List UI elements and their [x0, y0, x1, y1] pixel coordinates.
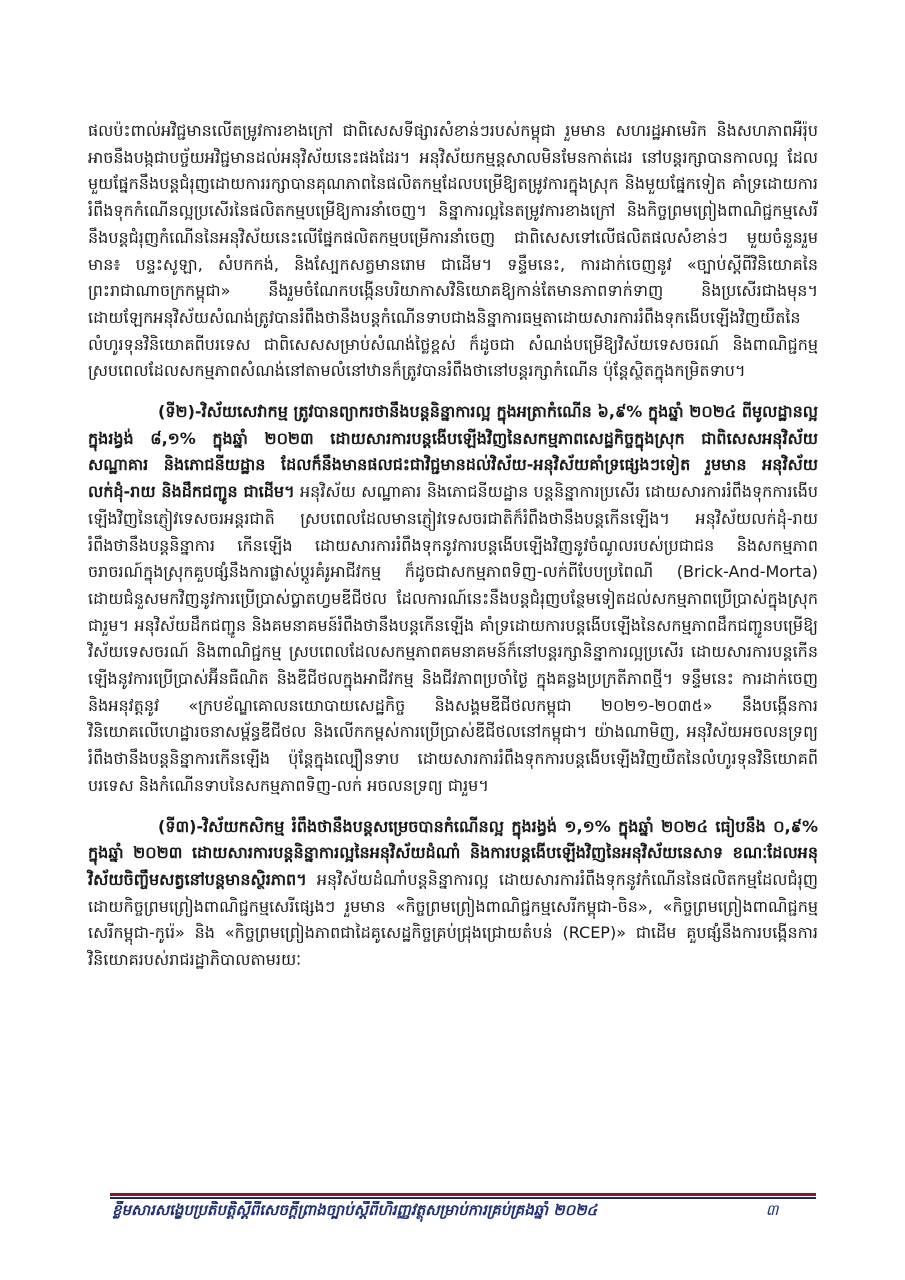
page-number: ៣: [765, 1201, 779, 1219]
paragraph-2-lead: (ទី២)-វិស័យសេវាកម្ម ត្រូវបានព្យាករថានឹងបន្តនិន្នាការល្អ ក្នុងអត្រាកំណើន ៦,៩% ក្នុងឆ្នាំ ២០២៤ ពីមូលដ្ឋានល្អក្នុងរង្វង់ ៨,១% ក្នុងឆ្នាំ ២០២៣ ដោយសារការបន្តងើបឡើងវិញនៃសកម្មភាពសេដ្ឋកិច្ចក្នុងស្រុក ជាពិសេសអនុវិស័យសណ្ឋាគារ និងភោជនីយដ្ឋាន ដែលក៏នឹងមានផលជះជាវិជ្ជមានដល់វិស័យ-អនុវិស័យគាំទ្រផ្សេងៗទៀត រួមមាន អនុវិស័យលក់ដុំ-រាយ និងដឹកជញ្ជូន ជាដើម។: [88, 402, 818, 502]
footer-rule-bottom: [110, 1197, 816, 1199]
paragraph-1-text: ផលប៉ះពាល់អវិជ្ជមានលើតម្រូវការខាងក្រៅ ជាពិសេសទីផ្សារសំខាន់ៗរបស់កម្ពុជា រួមមាន សហរដ្ឋអាមេរិក និងសហភាពអឺរ៉ុប អាចនឹងបង្កជាបច្ច័យអវិជ្ជមានដល់អនុវិស័យនេះផងដែរ។ អនុវិស័យកម្មន្តសាលមិនមែនកាត់ដេរ នៅបន្តរក្សាបានកាលល្អ ដែលមួយផ្នែកនឹងបន្តជំរុញដោយការរក្សាបានគុណភាពនៃផលិតកម្មដែលបម្រើឱ្យតម្រូវការក្នុងស្រុក និងមួយផ្នែកទៀត គាំទ្រដោយការរំពឹងទុកកំណើនល្អប្រសើរនៃផលិតកម្មបម្រើឱ្យការនាំចេញ។ និន្នាការល្អនៃតម្រូវការខាងក្រៅ និងកិច្ចព្រមព្រៀងពាណិជ្ជកម្មសេរី នឹងបន្តជំរុញកំណើននៃអនុវិស័យនេះលើផ្នែកផលិតកម្មបម្រើការនាំចេញ ជាពិសេសទៅលើផលិតផលសំខាន់ៗ មួយចំនួនរួមមាន៖ បន្ទះសូឡា, សំបកកង់, និងស្បែកសត្វមានរោម ជាដើម។ ទន្ទឹមនេះ, ការដាក់ចេញនូវ «ច្បាប់ស្តីពីវិនិយោគនៃព្រះរាជាណាចក្រកម្ពុជា» នឹងរួមចំណែកបង្កើនបរិយាកាសវិនិយោគឱ្យកាន់តែមានភាពទាក់ទាញ និងប្រសើរជាងមុន។ ដោយឡែកអនុវិស័យសំណង់ត្រូវបានរំពឹងថានឹងបន្តកំណើនទាបជាងនិន្នាការធម្មតាដោយសារការរំពឹងទុកងើបឡើងវិញយឺតនៃលំហូរទុនវិនិយោគពីបរទេស ជាពិសេសសម្រាប់សំណង់ថ្លៃខ្ពស់ ក៏ដូចជា សំណង់បម្រើឱ្យវិស័យទេសចរណ៍ និងពាណិជ្ជកម្ម ស្របពេលដែលសកម្មភាពសំណង់នៅតាមលំនៅឋានក៏ត្រូវបានរំពឹងថានៅបន្តរក្សាកំណើន ប៉ុន្តែស្ថិតក្នុងកម្រិតទាប។: [88, 121, 818, 381]
body-text: [88, 118, 818, 988]
footer-rule-top: [110, 1193, 816, 1196]
paragraph-3: [88, 814, 818, 974]
paragraph-2: [88, 399, 818, 800]
paragraph-2-text: អនុវិស័យ សណ្ឋាគារ និងភោជនីយដ្ឋាន បន្តនិន្នាការប្រសើរ ដោយសារការរំពឹងទុកការងើបឡើងវិញនៃភ្ញៀវទេសចរអន្តរជាតិ ស្របពេលដែលមានភ្ញៀវទេសចរជាតិក៏រំពឹងថានឹងបន្តកើនឡើង។ អនុវិស័យលក់ដុំ-រាយ រំពឹងថានឹងបន្តនិន្នាការ កើនឡើង ដោយសារការរំពឹងទុកនូវការបន្តងើបឡើងវិញនូវចំណូលរបស់ប្រជាជន និងសកម្មភាពចរាចរណ៍ក្នុងស្រុកគួបផ្សំនឹងការផ្លាស់ប្តូរគំរូអាជីវកម្ម ក៏ដូចជាសកម្មភាពទិញ-លក់ពីបែបប្រពៃណី (Brick-And-Morta) ដោយជំនួសមកវិញនូវការប្រើប្រាស់ប្លាតហ្វមឌីជីថល ដែលការណ៍នេះនឹងបន្តជំរុញបន្ថែមទៀតដល់សកម្មភាពប្រើប្រាស់ក្នុងស្រុក ជារួម។ អនុវិស័យដឹកជញ្ជូន និងគមនាគមន៍រំពឹងថានឹងបន្តកើនឡើង គាំទ្រដោយការបន្តងើបឡើងនៃសកម្មភាពដឹកជញ្ជូនបម្រើឱ្យវិស័យទេសចរណ៍ និងពាណិជ្ជកម្ម ស្របពេលដែលសកម្មភាពគមនាគមន៍ក៏នៅបន្តរក្សានិន្នាការល្អប្រសើរ ដោយសារការបន្តកើនឡើងនូវការប្រើប្រាស់អ៊ីនធឺណិត និងឌីជីថលក្នុងអាជីវកម្ម និងជីវភាពប្រចាំថ្ងៃ ក្នុងគន្លងប្រក្រតីភាពថ្មី។ ទន្ទឹមនេះ ការដាក់ចេញ និងអនុវត្តនូវ «ក្របខ័ណ្ឌគោលនយោបាយសេដ្ឋកិច្ច និងសង្គមឌីជីថលកម្ពុជា ២០២១-២០៣៥» នឹងបង្កើនការវិនិយោគលើហេដ្ឋារចនាសម្ព័ន្ធឌីជីថល និងលើកកម្ពស់ការប្រើប្រាស់ឌីជីថលនៅកម្ពុជា។ យ៉ាងណាមិញ, អនុវិស័យអចលនទ្រព្យ រំពឹងថានឹងបន្តនិន្នាការកើនឡើង ប៉ុន្តែក្នុងល្បឿនទាប ដោយសារការរំពឹងទុកការបន្តងើបឡើងវិញយឺតនៃលំហូរទុនវិនិយោគពីបរទេស និងកំណើនទាបនៃសកម្មភាពទិញ-លក់ អចលនទ្រព្យ ជារួម។: [88, 482, 819, 795]
paragraph-1: [88, 118, 818, 385]
paragraph-3-lead: (ទី៣)-វិស័យកសិកម្ម រំពឹងថានឹងបន្តសម្រេចបានកំណើនល្អ ក្នុងរង្វង់ ១,១% ក្នុងឆ្នាំ ២០២៤ ធៀបនឹង ០,៩% ក្នុងឆ្នាំ ២០២៣ ដោយសារការបន្តនិន្នាការល្អនៃអនុវិស័យដំណាំ និងការបន្តងើបឡើងវិញនៃអនុវិស័យនេសាទ ខណៈដែលអនុវិស័យចិញ្ចឹមសត្វនៅបន្តមានស្ថិរភាព។: [88, 816, 818, 889]
footer-title: ខ្លឹមសារសង្ខេបប្រតិបត្តិស្តីពីសេចក្តីព្រាងច្បាប់ស្តីពីហិរញ្ញវត្ថុសម្រាប់ការគ្រប់គ្រងឆ្នាំ ២០២៤: [112, 1201, 598, 1219]
paragraph-3-text: អនុវិស័យដំណាំបន្តនិន្នាការល្អ ដោយសារការរំពឹងទុកនូវកំណើននៃផលិតកម្មដែលជំរុញដោយកិច្ចព្រមព្រៀងពាណិជ្ជកម្មសេរីផ្សេងៗ រួមមាន «កិច្ចព្រមព្រៀងពាណិជ្ជកម្មសេរីកម្ពុជា-ចិន», «កិច្ចព្រមព្រៀងពាណិជ្ជកម្មសេរីកម្ពុជា-កូរ៉េ» និង «កិច្ចព្រមព្រៀងភាពជាដៃគូសេដ្ឋកិច្ចគ្រប់ជ្រុងជ្រោយតំបន់ (RCEP)» ជាដើម គួបផ្សំនឹងការបង្កើនការវិនិយោគរបស់រាជរដ្ឋាភិបាលតាមរយៈ: [88, 869, 818, 970]
